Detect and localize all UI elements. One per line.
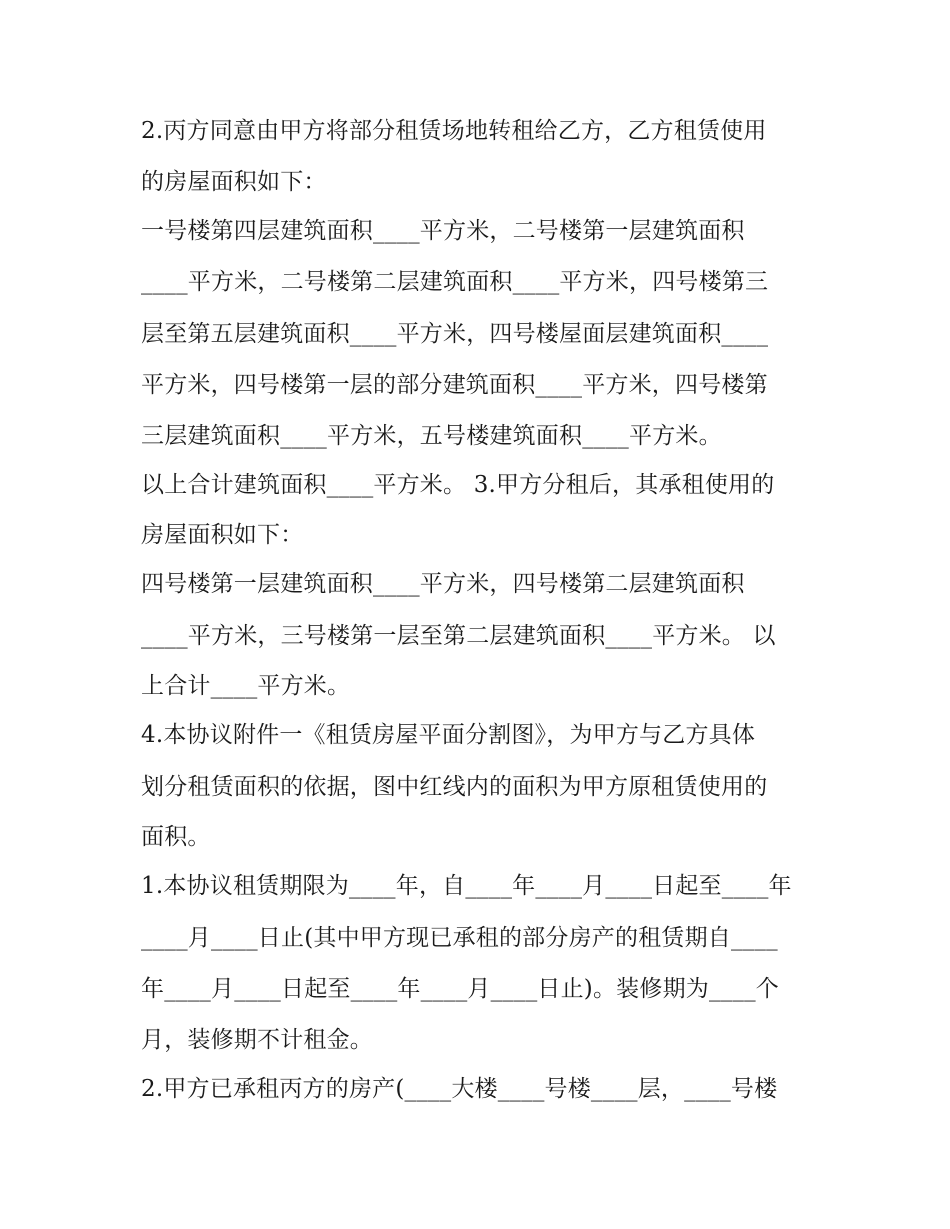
document-page: [141, 106, 811, 1115]
text-line: 划分租赁面积的依据，图中红线内的面积为甲方原租赁使用的: [141, 773, 768, 800]
paragraph-attachment-floorplan: [141, 710, 811, 861]
text-line: 层至第五层建筑面积____平方米，四号楼屋面层建筑面积____: [141, 320, 769, 347]
text-line: 1.本协议租赁期限为____年，自____年____月____日起至____年: [141, 873, 792, 899]
paragraph-tenant-a-areas: [141, 559, 811, 710]
text-line: ____月____日止(其中甲方现已承租的部分房产的租赁期自____: [141, 924, 778, 951]
text-line: 月，装修期不计租金。: [141, 1026, 373, 1053]
text-line: 一号楼第四层建筑面积____平方米，二号楼第一层建筑面积: [141, 217, 745, 244]
paragraph-sublease-area: [141, 106, 811, 206]
text-line: 三层建筑面积____平方米，五号楼建筑面积____平方米。: [141, 422, 722, 449]
text-line: 房屋面积如下：: [141, 522, 304, 548]
paragraph-total-and-tenant-a: [141, 460, 811, 560]
text-line: 2.丙方同意由甲方将部分租赁场地转租给乙方，乙方租赁使用: [141, 118, 767, 144]
paragraph-lease-term: [141, 861, 811, 1064]
text-line: 的房屋面积如下：: [141, 168, 327, 195]
text-line: 上合计____平方米。: [141, 673, 351, 699]
text-line: ____平方米，三号楼第一层至第二层建筑面积____平方米。 以: [141, 622, 776, 649]
paragraph-existing-lease: [141, 1064, 811, 1116]
text-line: 平方米，四号楼第一层的部分建筑面积____平方米，四号楼第: [141, 372, 768, 398]
text-line: 2.甲方已承租丙方的房产(____大楼____号楼____层，____号楼: [141, 1075, 778, 1102]
text-line: 年____月____日起至____年____月____日止)。装修期为____个: [141, 976, 779, 1002]
text-line: ____平方米，二号楼第二层建筑面积____平方米，四号楼第三: [141, 269, 769, 295]
paragraph-tenant-b-areas: [141, 206, 811, 460]
text-line: 面积。: [141, 824, 211, 850]
text-line: 四号楼第一层建筑面积____平方米，四号楼第二层建筑面积: [141, 571, 745, 597]
text-line: 4.本协议附件一《租赁房屋平面分割图》，为甲方与乙方具体: [141, 722, 756, 748]
text-line: 以上合计建筑面积____平方米。 3.甲方分租后，其承租使用的: [141, 471, 775, 498]
